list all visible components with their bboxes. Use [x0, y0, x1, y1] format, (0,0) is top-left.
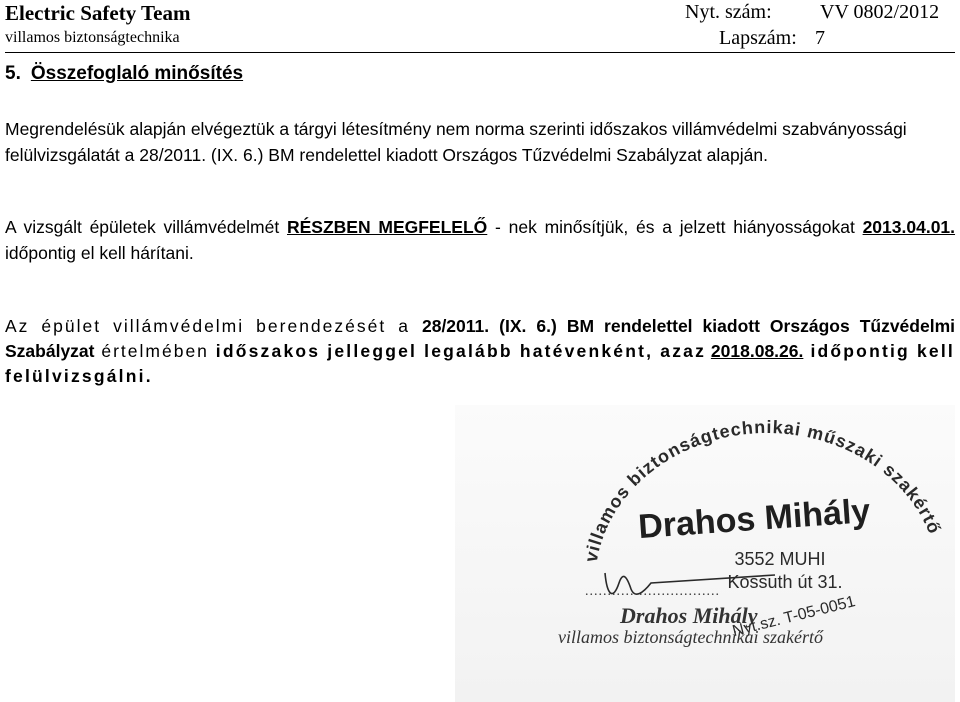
stamp-name: Drahos Mihály: [636, 491, 872, 547]
header-row-bottom: [5, 27, 955, 49]
registration-number: VV 0802/2012: [820, 1, 940, 23]
paragraph-next-inspection: [5, 314, 955, 389]
inspection-middle: értelmében: [94, 341, 216, 361]
next-inspection-date: 2018.08.26.: [710, 341, 804, 361]
page-number: 7: [815, 27, 825, 49]
section-title: Összefoglaló minősítés: [30, 63, 244, 84]
rating-value: RÉSZBEN MEGFELELŐ: [287, 217, 488, 237]
rating-intro: A vizsgált épületek villámvédelmét: [5, 217, 287, 237]
signatory-role: villamos biztonságtechnikai szakértő: [558, 627, 823, 647]
company-subtitle: villamos biztonságtechnika: [5, 29, 180, 46]
paragraph-rating: [5, 215, 955, 266]
rating-middle: - nek minősítjük, és a jelzett hiányosságokat: [487, 217, 863, 237]
deadline-date: 2013.04.01.: [862, 217, 956, 237]
paragraph-summary-text: Megrendelésük alapján elvégeztük a tárgyi létesítmény nem norma szerinti időszakos villámvédelmi szabványossági felülvizsgálatát a 28/2011. (IX. 6.) BM rendelettel kiadott Országos Tűzvédelmi Szabályzat alapján.: [5, 119, 907, 165]
inspection-frequency: időszakos jelleggel legalább hatévenként, azaz: [215, 341, 707, 361]
company-name: Electric Safety Team: [5, 1, 191, 25]
stamp-street: Kossuth út 31.: [727, 572, 843, 592]
inspection-regulation: 28/2011. (IX. 6.) BM rendelettel kiadott Országos Tűzvédelmi Szabályzat: [5, 316, 955, 361]
stamp-graphic: [455, 405, 955, 702]
page-header: [5, 0, 955, 54]
stamp-registration: Nyt.sz. T-05-0051: [730, 593, 858, 641]
section-heading: [5, 63, 243, 85]
signature-dotted-line: ..............................: [585, 584, 720, 599]
page-number-label: Lapszám:: [719, 27, 797, 49]
paragraph-summary: [5, 117, 955, 168]
stamp-arc-text: villamos biztonságtechnikai műszaki szakértő: [580, 416, 945, 564]
signatory-name: Drahos Mihály: [620, 603, 758, 628]
rating-end: időpontig el kell hárítani.: [5, 242, 194, 263]
inspection-end: időpontig kell felülvizsgálni.: [5, 341, 955, 386]
header-row-top: [5, 0, 955, 26]
registration-label: Nyt. szám:: [685, 1, 772, 23]
stamp-signature-area: [455, 405, 955, 702]
stamp-city: 3552 MUHI: [734, 549, 826, 569]
section-number: 5.: [5, 63, 21, 84]
header-divider: [5, 52, 955, 53]
inspection-intro: Az épület villámvédelmi berendezését a: [5, 316, 422, 336]
